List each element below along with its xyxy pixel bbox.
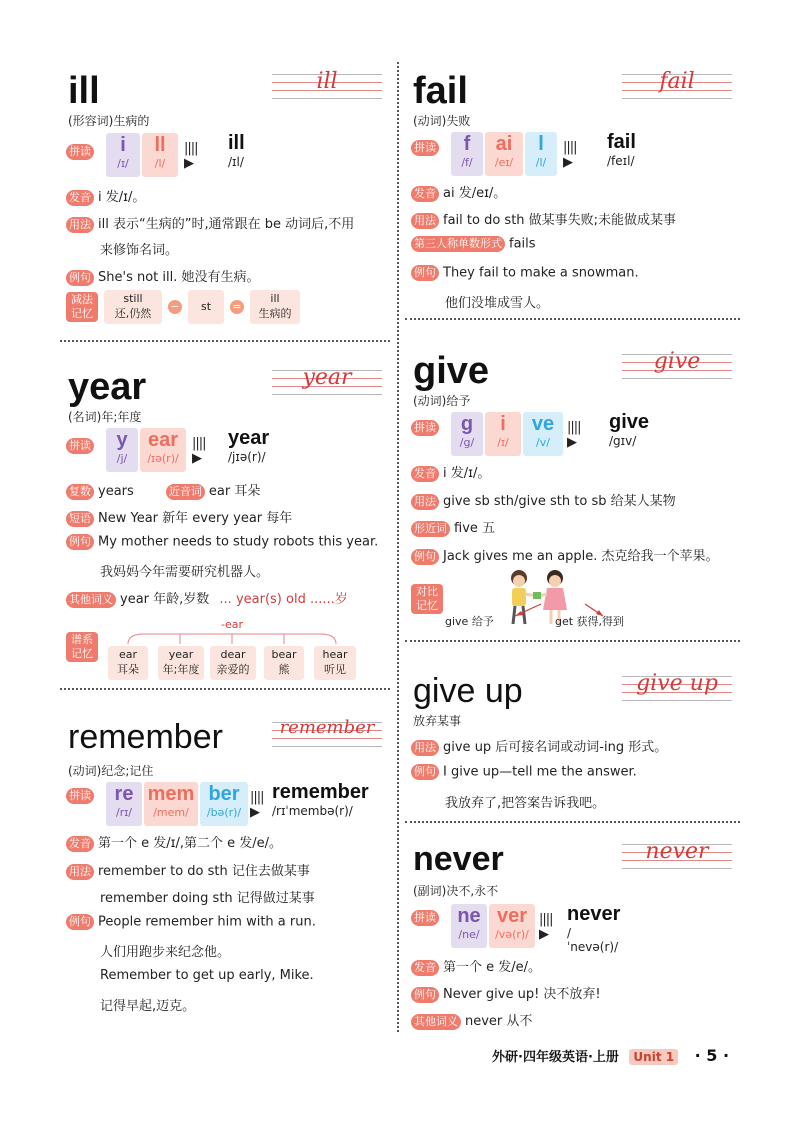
row-liju: 例句 People remember him with a run. <box>66 914 316 930</box>
row-liju-2: 人们用跑步来纪念他。 <box>100 945 231 960</box>
memo-box: st <box>188 290 224 324</box>
handwriting-box <box>272 716 382 752</box>
minus-icon: − <box>168 300 182 314</box>
headword: year <box>68 366 147 408</box>
headword: remember <box>68 718 223 756</box>
tag-pulian: 谱系记忆 <box>66 632 98 662</box>
family-word: bear 熊 <box>264 646 304 680</box>
headword: give <box>413 350 490 392</box>
tag-qita: 其他词义 <box>411 1014 461 1030</box>
family-root: -ear <box>221 618 243 631</box>
arrow-icon: ||||▶ <box>567 420 581 450</box>
headword: give up <box>413 672 523 710</box>
tag-liju: 例句 <box>411 764 439 780</box>
handwriting-box <box>622 68 732 104</box>
row-yongfa: 用法 fail to do sth 做某事失败;未能做成某事 <box>411 209 676 229</box>
row-liju-2: 我妈妈今年需要研究机器人。 <box>100 565 270 580</box>
row-liju: 例句 My mother needs to study robots this year. <box>66 534 378 550</box>
tag-yongfa: 用法 <box>411 213 439 229</box>
row-liju: 例句 She's not ill. 她没有生病。 <box>66 266 260 286</box>
tag-jianfa: 减法记忆 <box>66 292 98 322</box>
handwriting-word: give <box>653 349 701 374</box>
result: remember /rɪˈmembə(r)/ <box>272 781 369 818</box>
result: year /jɪə(r)/ <box>228 427 270 464</box>
row-fayin: 发音 第一个 e 发/ɪ/,第二个 e 发/e/。 <box>66 832 282 852</box>
tag-fayin: 发音 <box>411 466 439 482</box>
tag-jinyin: 近音词 <box>166 484 205 500</box>
row-yongfa: 用法 ill 表示“生病的”时,通常跟在 be 动词后,不用 <box>66 213 354 233</box>
tag-third-person: 第三人称单数形式 <box>411 236 505 252</box>
row-qita: 其他词义 year 年龄,岁数 ... year(s) old ......岁 <box>66 588 348 608</box>
row-liju-2: 我放弃了,把答案告诉我吧。 <box>445 796 606 811</box>
divider <box>405 821 740 823</box>
arrow-icon: ||||▶ <box>184 141 198 171</box>
handwriting-word: give up <box>636 671 718 696</box>
tag-fayin: 发音 <box>411 960 439 976</box>
handwriting-box <box>272 364 382 400</box>
arrow-icon: ||||▶ <box>250 790 264 820</box>
tag-liju: 例句 <box>411 265 439 281</box>
tag-liju: 例句 <box>411 987 439 1003</box>
part-of-speech: (形容词)生病的 <box>68 114 150 128</box>
syllable: f /f/ <box>451 132 483 176</box>
handwriting-word: fail <box>659 69 695 94</box>
headword: never <box>413 840 504 878</box>
tag-pinyin: 拼读 <box>411 140 439 156</box>
headword: ill <box>68 70 100 112</box>
part-of-speech: 放弃某事 <box>413 714 462 728</box>
other-meaning-arrow: ... year(s) old ......岁 <box>219 592 348 607</box>
result: fail /feɪl/ <box>607 131 636 168</box>
tag-pinyin: 拼读 <box>66 788 94 804</box>
row-yongfa-2: 来修饰名词。 <box>100 243 179 258</box>
memo-box: ill 生病的 <box>250 290 300 324</box>
row-duanyu: 短语 New Year 新年 every year 每年 <box>66 507 292 527</box>
handwriting-word: never <box>645 839 709 864</box>
tag-liju: 例句 <box>411 549 439 565</box>
result: ill /ɪl/ <box>228 132 245 169</box>
arrow-icon: ||||▶ <box>539 912 553 942</box>
get-label: get 获得,得到 <box>555 615 625 628</box>
handwriting-word: year <box>302 365 352 390</box>
tag-liju: 例句 <box>66 914 94 930</box>
syllable: ve /v/ <box>523 412 563 456</box>
row-liju: 例句 Never give up! 决不放弃! <box>411 983 601 1003</box>
syllable: i /ɪ/ <box>485 412 521 456</box>
row-liju-3: Remember to get up early, Mike. <box>100 968 314 983</box>
row-xingjin: 形近词 five 五 <box>411 517 495 537</box>
row-yongfa: 用法 remember to do sth 记住去做某事 <box>66 860 310 880</box>
arrow-icon: ||||▶ <box>563 140 577 170</box>
row-liju: 例句 Jack gives me an apple. 杰克给我一个苹果。 <box>411 545 719 565</box>
result: never /ˈnevə(r)/ <box>567 903 621 954</box>
tag-pinyin: 拼读 <box>66 144 94 160</box>
divider <box>60 340 390 342</box>
tag-duibi: 对比记忆 <box>411 584 443 614</box>
syllable: re /rɪ/ <box>106 782 142 826</box>
syllable: l /l/ <box>525 132 557 176</box>
syllable: i /ɪ/ <box>106 133 140 177</box>
row-liju-2: 他们没堆成雪人。 <box>445 296 550 311</box>
row-fushu: 复数 years 近音词 ear 耳朵 <box>66 480 260 500</box>
tag-pinyin: 拼读 <box>66 438 94 454</box>
family-word: dear 亲爱的 <box>210 646 256 680</box>
headword: fail <box>413 70 468 112</box>
divider <box>405 318 740 320</box>
arrow-icon: ||||▶ <box>192 436 206 466</box>
handwriting-box <box>622 670 732 706</box>
row-liju: 例句 I give up—tell me the answer. <box>411 764 637 780</box>
book-title: 外研·四年级英语·上册 <box>492 1050 619 1065</box>
tag-fushu: 复数 <box>66 484 94 500</box>
tag-xingjin: 形近词 <box>411 521 450 537</box>
row-third-person: 第三人称单数形式 fails <box>411 236 536 252</box>
family-word: ear 耳朵 <box>108 646 148 680</box>
syllable: ai /eɪ/ <box>485 132 523 176</box>
syllable: ber /bə(r)/ <box>200 782 248 826</box>
syllable: y /j/ <box>106 428 138 472</box>
divider <box>60 688 390 690</box>
row-fayin: 发音 i 发/ɪ/。 <box>66 186 145 206</box>
column-separator <box>397 62 399 1032</box>
row-fayin: 发音 i 发/ɪ/。 <box>411 462 490 482</box>
result: give /gɪv/ <box>609 411 650 448</box>
tag-yongfa: 用法 <box>66 217 94 233</box>
page-footer <box>492 1046 729 1065</box>
tag-pinyin: 拼读 <box>411 910 439 926</box>
divider <box>405 640 740 642</box>
unit-badge: Unit 1 <box>629 1049 678 1065</box>
memo-box: still 还,仍然 <box>104 290 162 324</box>
row-liju: 例句 They fail to make a snowman. <box>411 265 639 281</box>
tag-duanyu: 短语 <box>66 511 94 527</box>
part-of-speech: (动词)失败 <box>413 114 471 128</box>
tag-qita: 其他词义 <box>66 592 116 608</box>
word-family-tree <box>104 618 360 680</box>
syllable: g /g/ <box>451 412 483 456</box>
tag-liju: 例句 <box>66 534 94 550</box>
handwriting-box <box>622 348 732 384</box>
handwriting-word: remember <box>279 717 375 738</box>
tag-fayin: 发音 <box>66 836 94 852</box>
handwriting-box <box>622 838 732 874</box>
family-word: hear 听见 <box>314 646 356 680</box>
row-fayin: 发音 ai 发/eɪ/。 <box>411 182 506 202</box>
row-qita: 其他词义 never 从不 <box>411 1010 532 1030</box>
tag-fayin: 发音 <box>66 190 94 206</box>
part-of-speech: (动词)纪念;记住 <box>68 764 154 778</box>
tag-liju: 例句 <box>66 270 94 286</box>
tag-yongfa: 用法 <box>411 740 439 756</box>
page-number: · 5 · <box>694 1046 730 1065</box>
part-of-speech: (副词)决不,永不 <box>413 884 499 898</box>
part-of-speech: (名词)年;年度 <box>68 410 142 424</box>
handwriting-word: ill <box>316 69 338 94</box>
syllable: ear /ɪə(r)/ <box>140 428 186 472</box>
row-liju-4: 记得早起,迈克。 <box>100 999 196 1014</box>
syllable: ne /ne/ <box>451 904 487 948</box>
syllable: mem /mem/ <box>144 782 198 826</box>
give-label: give 给予 <box>445 615 494 628</box>
syllable: ver /və(r)/ <box>489 904 535 948</box>
part-of-speech: (动词)给予 <box>413 394 471 408</box>
tag-fayin: 发音 <box>411 186 439 202</box>
row-fayin: 发音 第一个 e 发/e/。 <box>411 956 541 976</box>
tag-pinyin: 拼读 <box>411 420 439 436</box>
handwriting-box <box>272 68 382 104</box>
tag-yongfa: 用法 <box>411 494 439 510</box>
equals-icon: = <box>230 300 244 314</box>
tag-yongfa: 用法 <box>66 864 94 880</box>
row-yongfa: 用法 give sb sth/give sth to sb 给某人某物 <box>411 490 676 510</box>
row-yongfa-2: remember doing sth 记得做过某事 <box>100 891 315 906</box>
row-yongfa: 用法 give up 后可接名词或动词-ing 形式。 <box>411 736 667 756</box>
syllable: ll /l/ <box>142 133 178 177</box>
family-word: year 年;年度 <box>158 646 204 680</box>
